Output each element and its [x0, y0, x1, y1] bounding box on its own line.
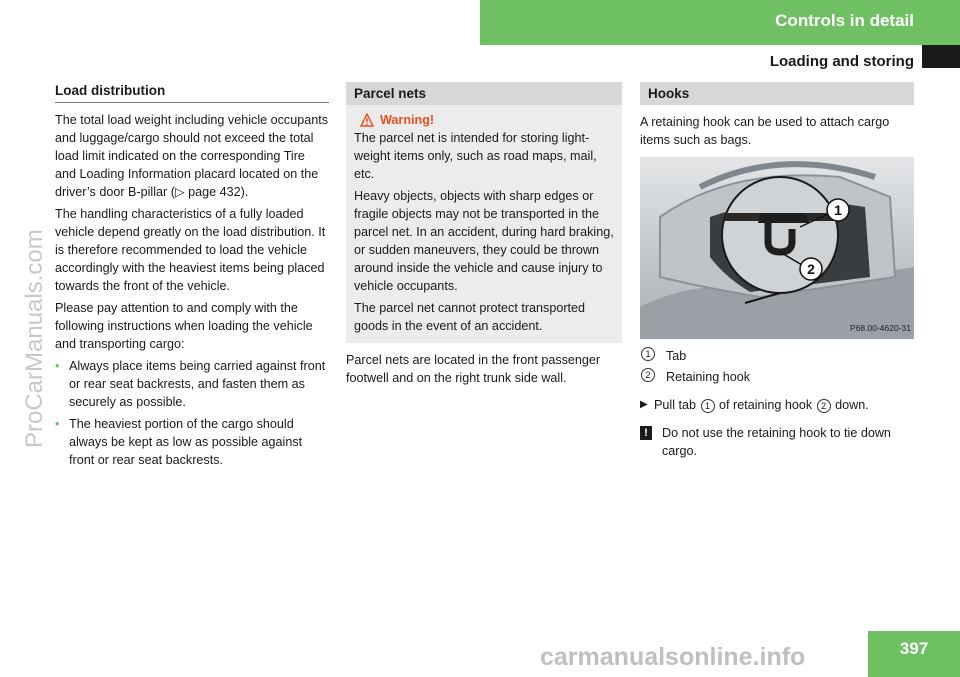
- hooks-column: [640, 82, 914, 470]
- step-suffix: down.: [835, 398, 869, 412]
- callout-1-label: 1: [834, 202, 842, 218]
- legend-label: Tab: [666, 349, 687, 363]
- step-middle: of retaining hook: [719, 398, 813, 412]
- legend-label: Retaining hook: [666, 370, 751, 384]
- load-paragraph-2: The handling characteristics of a fully loaded vehicle depend greatly on the load distribution. It is therefore recommended to load the vehicle accordingly with the heaviest items being placed towards the front of the vehicle.: [55, 207, 326, 293]
- footer-watermark: carmanualsonline.info: [540, 643, 806, 671]
- step-ref-1: 1: [701, 399, 715, 413]
- warning-paragraph: The parcel net is intended for storing light-weight items only, such as road maps, mail, etc.: [354, 131, 597, 181]
- legend-item: [640, 347, 914, 365]
- load-distribution-heading: Load distribution: [55, 82, 329, 103]
- callout-2-label: 2: [807, 261, 815, 277]
- load-paragraph-1: The total load weight including vehicle occupants and luggage/cargo should not exceed the total load limit indicated on the corresponding Tire and Loading Information placard located on the driver’s door B-pillar (▷ page 432).: [55, 113, 329, 199]
- hooks-heading: Hooks: [640, 82, 914, 105]
- step-prefix: Pull tab: [654, 398, 697, 412]
- header-tab-marker: [922, 45, 960, 68]
- parcel-nets-heading: Parcel nets: [346, 82, 622, 105]
- bullet-icon: •: [55, 359, 60, 373]
- bullet-icon: •: [55, 417, 60, 431]
- note-text: Do not use the retaining hook to tie down cargo.: [662, 426, 891, 458]
- trunk-illustration: [640, 157, 914, 339]
- warning-paragraph: The parcel net cannot protect transported goods in the event of an accident.: [354, 301, 586, 333]
- legend-number: 2: [641, 368, 655, 382]
- instruction-step: [640, 396, 914, 414]
- bullet-text: Always place items being carried against front or rear seat backrests, and fasten them as securely as possible.: [69, 359, 326, 409]
- parcel-nets-column: [346, 82, 622, 391]
- load-paragraph-3: Please pay attention to and comply with the following instructions when loading the vehicle and transporting cargo:: [55, 301, 313, 351]
- warning-box: [346, 105, 622, 343]
- load-distribution-column: [55, 82, 329, 473]
- list-item: [55, 357, 329, 411]
- side-watermark: ProCarManuals.com: [21, 229, 48, 448]
- page-number: 397: [868, 631, 960, 677]
- trunk-hook-photo: [640, 157, 914, 339]
- warning-triangle-icon: [360, 113, 374, 127]
- subsection-title: Loading and storing: [769, 53, 914, 70]
- caution-note: [640, 424, 914, 460]
- bullet-text: The heaviest portion of the cargo should always be kept as low as possible against front or rear seat backrests.: [69, 417, 303, 467]
- hooks-intro: A retaining hook can be used to attach cargo items such as bags.: [640, 115, 890, 147]
- exclamation-icon: !: [640, 426, 652, 440]
- legend-item: [640, 368, 914, 386]
- photo-reference-code: P68.00-4620-31: [850, 323, 911, 333]
- step-ref-2: 2: [817, 399, 831, 413]
- warning-label: Warning!: [380, 113, 435, 127]
- arrow-right-icon: ▶: [640, 399, 648, 410]
- warning-title: [360, 111, 616, 129]
- parcel-nets-location-text: Parcel nets are located in the front passenger footwell and on the right trunk side wall.: [346, 353, 601, 385]
- section-title: Controls in detail: [775, 11, 914, 30]
- warning-paragraph: Heavy objects, objects with sharp edges or fragile objects may not be transported in the parcel net. In an accident, during hard braking, or sudden maneuvers, they could be thrown around inside the vehicle and cause injury to vehicle occupants.: [354, 189, 614, 293]
- list-item: [55, 415, 329, 469]
- legend-number: 1: [641, 347, 655, 361]
